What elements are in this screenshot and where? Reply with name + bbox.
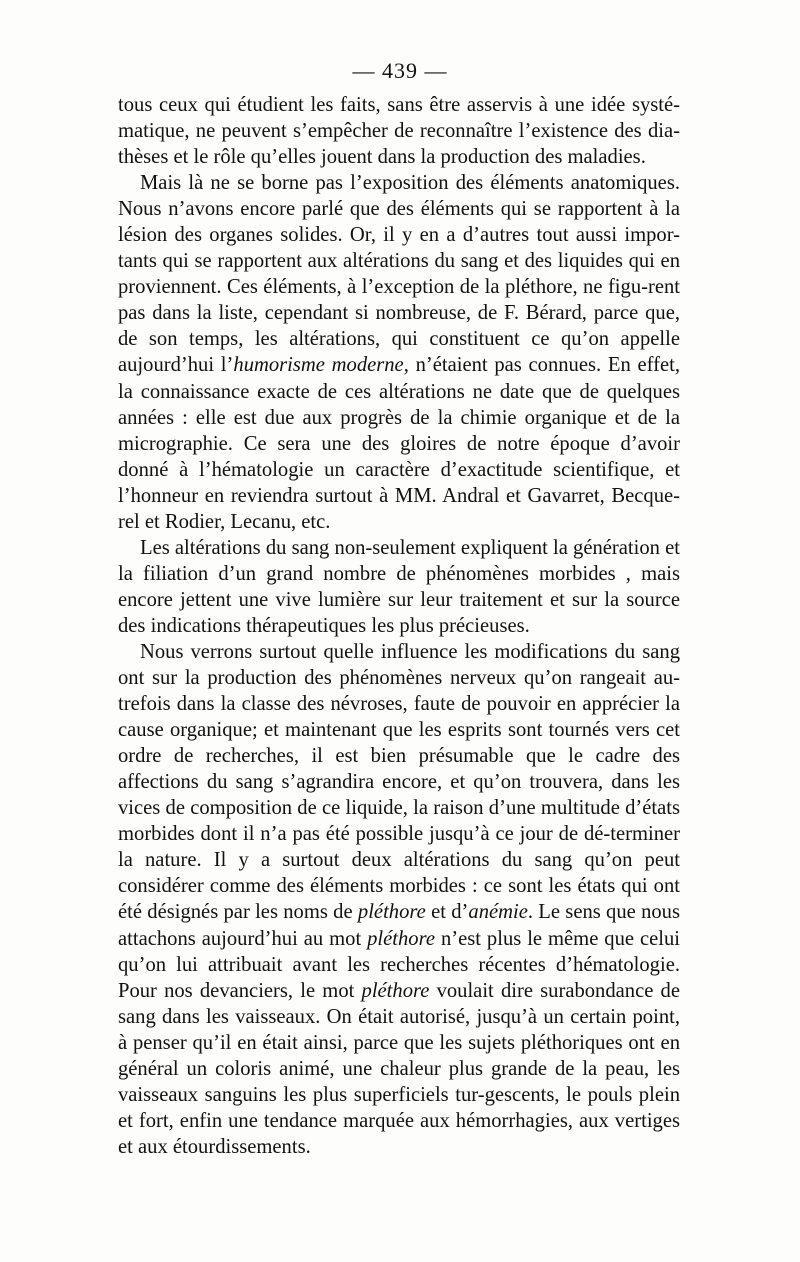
paragraph-1 [118,92,680,170]
italic-plethore-2: pléthore [367,927,435,950]
paragraph-4-part5: voulait dire surabondance de sang dans les vaisseaux. On était autorisé, jusqu’à un certain point, à penser qu’il en était ainsi, parce que les sujets pléthoriques ont en général un coloris animé, une chaleur plus grande de la peau, les vaisseaux sanguins les plus superficiels tur-gescents, le pouls plein et fort, enfin une tendance marquée aux hémorrhagies, aux vertiges et aux étourdissements. [118,979,680,1158]
paragraph-2 [118,170,680,535]
page-number: — 439 — [352,58,448,83]
italic-plethore-1: pléthore [357,901,426,924]
italic-humorisme-moderne: humorisme moderne [233,354,404,377]
paragraph-3 [118,535,680,639]
paragraph-4 [118,639,680,1160]
paragraph-2-after: , n’étaient pas connues. En effet, la connaissance exacte de ces altérations ne date que de quelques années : elle est due aux progrès de la chimie organique et de la micrographie. Ce sera une des gloires de notre époque d’avoir donné à l’hématologie un caractère d’exactitude scientifique, et l’honneur en reviendra surtout à MM. Andral et Gavarret, Becque-rel et Rodier, Lecanu, etc. [118,354,680,533]
paragraph-4-part1: Nous verrons surtout quelle influence les modifications du sang ont sur la production des phénomènes nerveux qu’on rangeait au-trefois dans la classe des névroses, faute de pouvoir en apprécier la cause organique; et maintenant que les esprits sont tournés vers cet ordre de recherches, il est bien présumable que le cadre des affections du sang s’agrandira encore, et qu’on trouvera, dans les vices de composition de ce liquide, la raison d’une multitude d’états morbides dont il n’a pas été possible jusqu’à ce jour de dé-terminer la nature. Il y a surtout deux altérations du sang qu’on peut considérer comme des éléments morbides : ce sont les états qui ont été désignés par les noms de [118,640,680,924]
paragraph-2-before: Mais là ne se borne pas l’exposition des éléments anatomiques. Nous n’avons encore parlé que des éléments qui se rapportent à la lésion des organes solides. Or, il y en a d’autres tout aussi impor-tants qui se rapportent aux altérations du sang et des liquides qui en proviennent. Ces éléments, à l’exception de la pléthore, ne figu-rent pas dans la liste, cependant si nombreuse, de F. Bérard, parce que, de son temps, les altérations, qui constituent ce qu’on appelle aujourd’hui l’ [118,172,680,377]
paragraph-1-text: tous ceux qui étudient les faits, sans être asservis à une idée systé-matique, ne peuvent s’empêcher de reconnaître l’existence des dia-thèses et le rôle qu’elles jouent dans la production des maladies. [118,94,680,169]
paragraph-4-part2: et d’ [425,901,469,924]
paragraph-3-text: Les altérations du sang non-seulement expliquent la génération et la filiation d’un grand nombre de phénomènes morbides , mais encore jettent une vive lumière sur leur traitement et sur la source des indications thérapeutiques les plus précieuses. [118,536,680,637]
paragraph-4-part4: n’est plus le même que celui qu’on lui attribuait avant les recherches récentes d’hématologie. Pour nos devanciers, le mot [118,927,680,1002]
italic-plethore-3: pléthore [361,979,430,1002]
paragraph-4-part3: . Le sens que nous attachons aujourd’hui au mot [118,901,680,950]
italic-anemie: anémie [468,901,528,924]
body-text [118,92,680,1160]
